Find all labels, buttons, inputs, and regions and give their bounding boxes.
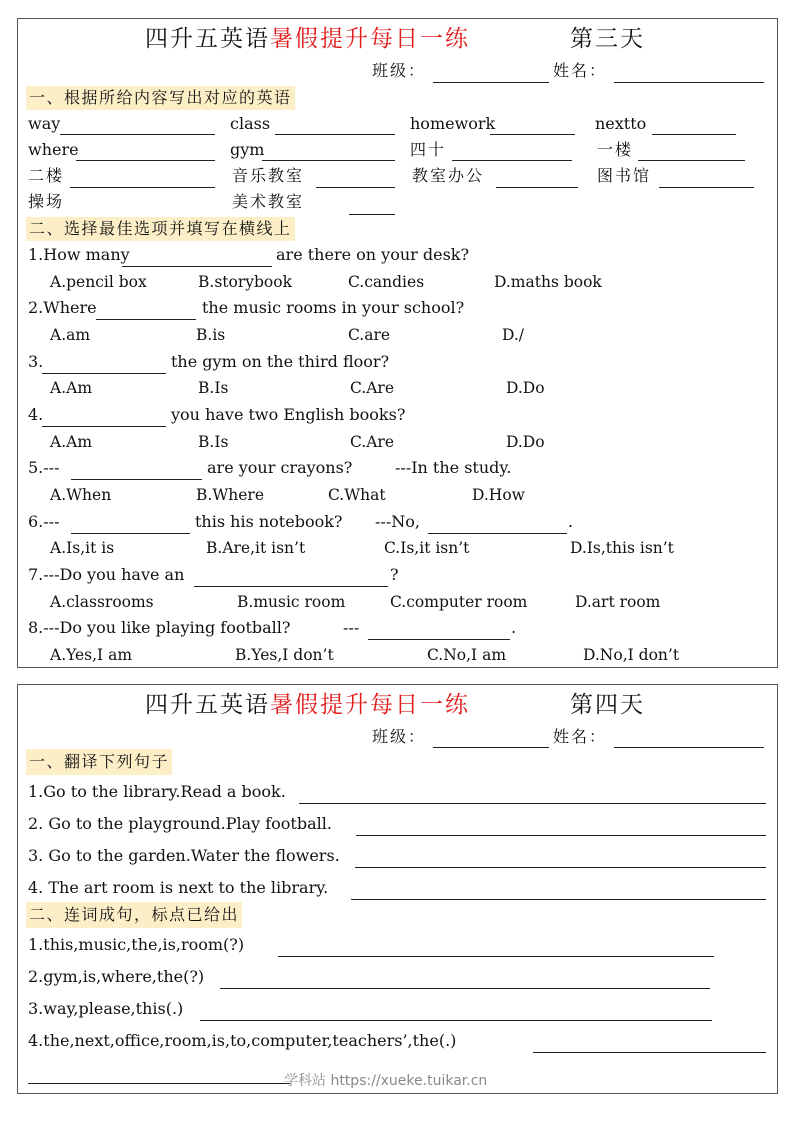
answer-text: ---In the study. xyxy=(395,458,512,477)
class-field[interactable] xyxy=(433,747,549,748)
name-field[interactable] xyxy=(614,747,764,748)
name-field[interactable] xyxy=(614,82,764,83)
option[interactable]: B.Is xyxy=(198,433,229,451)
translation-sentence: 2. Go to the playground.Play football. xyxy=(28,814,332,833)
word-item: 四十 xyxy=(410,140,447,159)
question-text: 7.---Do you have an xyxy=(28,565,185,584)
answer-line[interactable] xyxy=(299,803,766,804)
option[interactable]: C.computer room xyxy=(390,593,528,611)
answer-blank[interactable] xyxy=(71,479,202,480)
option[interactable]: B.is xyxy=(196,326,226,344)
translation-sentence: 3. Go to the garden.Water the flowers. xyxy=(28,846,340,865)
section-heading: 一、根据所给内容写出对应的英语 xyxy=(26,86,295,110)
question-text: 4. xyxy=(28,405,44,424)
option[interactable]: D.No,I don’t xyxy=(583,646,680,664)
option[interactable]: A.classrooms xyxy=(50,593,154,611)
name-label: 姓名： xyxy=(553,727,608,746)
answer-line[interactable] xyxy=(28,1083,290,1084)
word-item: nextto xyxy=(595,114,647,133)
answer-blank[interactable] xyxy=(316,187,395,188)
question-text: 2.Where xyxy=(28,298,97,317)
option[interactable]: B.Is xyxy=(198,379,229,397)
question-text: this his notebook? xyxy=(195,512,343,531)
option[interactable]: B.Are,it isn’t xyxy=(206,539,306,557)
answer-blank[interactable] xyxy=(122,266,272,267)
option[interactable]: A.pencil box xyxy=(50,273,147,291)
option[interactable]: B.music room xyxy=(237,593,346,611)
option[interactable]: D.maths book xyxy=(494,273,602,291)
word-item: 一楼 xyxy=(597,140,634,159)
question-text: the gym on the third floor? xyxy=(171,352,390,371)
option[interactable]: D.How xyxy=(472,486,525,504)
answer-line[interactable] xyxy=(355,867,766,868)
answer-line[interactable] xyxy=(533,1052,766,1053)
option[interactable]: C.Are xyxy=(350,379,395,397)
title-black-text: 四升五英语 xyxy=(145,26,270,52)
answer-line[interactable] xyxy=(278,956,714,957)
answer-text: --- xyxy=(343,618,360,637)
answer-blank[interactable] xyxy=(76,160,215,161)
word-item: 操场 xyxy=(28,192,65,211)
option[interactable]: B.Where xyxy=(196,486,264,504)
punctuation: . xyxy=(511,618,517,637)
option[interactable]: B.storybook xyxy=(198,273,292,291)
question-text: you have two English books? xyxy=(171,405,406,424)
option[interactable]: A.Am xyxy=(50,379,93,397)
answer-blank[interactable] xyxy=(71,533,190,534)
answer-blank[interactable] xyxy=(349,214,395,215)
answer-line[interactable] xyxy=(220,988,710,989)
option[interactable]: D./ xyxy=(502,326,525,344)
punctuation: . xyxy=(568,512,574,531)
word-item: 美术教室 xyxy=(232,192,305,211)
word-item: 图书馆 xyxy=(597,166,652,185)
answer-text: ---No, xyxy=(375,512,420,531)
option[interactable]: D.art room xyxy=(575,593,661,611)
question-text: 8.---Do you like playing football? xyxy=(28,618,291,637)
title-red-text: 暑假提升每日一练 xyxy=(270,692,470,718)
word-item: homework xyxy=(410,114,496,133)
question-text: 1.How many xyxy=(28,245,130,264)
word-item: gym xyxy=(230,140,265,159)
answer-blank[interactable] xyxy=(96,319,196,320)
question-text: 6.--- xyxy=(28,512,60,531)
option[interactable]: A.am xyxy=(50,326,91,344)
question-text: the music rooms in your school? xyxy=(202,298,465,317)
word-item: where xyxy=(28,140,79,159)
answer-blank[interactable] xyxy=(490,134,575,135)
answer-blank[interactable] xyxy=(428,533,567,534)
day3-day-label: 第三天 xyxy=(570,26,645,52)
day4-day-label: 第四天 xyxy=(570,692,645,718)
answer-blank[interactable] xyxy=(42,426,166,427)
option[interactable]: D.Do xyxy=(506,433,545,451)
answer-blank[interactable] xyxy=(652,134,736,135)
option[interactable]: A.Am xyxy=(50,433,93,451)
option[interactable]: C.Are xyxy=(350,433,395,451)
option[interactable]: C.candies xyxy=(348,273,425,291)
option[interactable]: A.Yes,I am xyxy=(50,646,133,664)
answer-blank[interactable] xyxy=(275,134,395,135)
question-text: ? xyxy=(390,565,399,584)
day3-title xyxy=(145,24,470,54)
class-label: 班级： xyxy=(372,727,427,746)
translation-sentence: 4. The art room is next to the library. xyxy=(28,878,329,897)
answer-blank[interactable] xyxy=(659,187,754,188)
scrambled-sentence: 1.this,music,the,is,room(?) xyxy=(28,935,245,954)
option[interactable]: A.Is,it is xyxy=(50,539,115,557)
class-label: 班级： xyxy=(372,61,427,80)
name-label: 姓名： xyxy=(553,61,608,80)
question-text: are your crayons? xyxy=(207,458,353,477)
answer-blank[interactable] xyxy=(262,160,395,161)
answer-blank[interactable] xyxy=(194,586,388,587)
day4-title xyxy=(145,690,470,720)
answer-blank[interactable] xyxy=(452,160,572,161)
option[interactable]: C.are xyxy=(348,326,391,344)
option[interactable]: C.No,I am xyxy=(427,646,507,664)
option[interactable]: C.What xyxy=(328,486,386,504)
question-text: 3. xyxy=(28,352,44,371)
section-heading: 二、选择最佳选项并填写在横线上 xyxy=(26,217,295,241)
answer-blank[interactable] xyxy=(42,373,166,374)
word-item: 教室办公 xyxy=(412,166,485,185)
answer-line[interactable] xyxy=(351,899,766,900)
scrambled-sentence: 2.gym,is,where,the(?) xyxy=(28,967,205,986)
option[interactable]: D.Do xyxy=(506,379,545,397)
scrambled-sentence: 3.way,please,this(.) xyxy=(28,999,184,1018)
option[interactable]: C.Is,it isn’t xyxy=(384,539,470,557)
title-red-text: 暑假提升每日一练 xyxy=(270,26,470,52)
option[interactable]: B.Yes,I don’t xyxy=(235,646,334,664)
option[interactable]: D.Is,this isn’t xyxy=(570,539,674,557)
question-text: 5.--- xyxy=(28,458,60,477)
answer-blank[interactable] xyxy=(638,160,745,161)
question-text: are there on your desk? xyxy=(276,245,470,264)
scrambled-sentence: 4.the,next,office,room,is,to,computer,teachers’,the(.) xyxy=(28,1031,457,1050)
word-item: 二楼 xyxy=(28,166,65,185)
answer-line[interactable] xyxy=(200,1020,712,1021)
watermark-footer: 学科站 https://xueke.tuikar.cn xyxy=(284,1073,488,1089)
class-field[interactable] xyxy=(433,82,549,83)
answer-blank[interactable] xyxy=(496,187,578,188)
answer-blank[interactable] xyxy=(70,187,215,188)
title-black-text: 四升五英语 xyxy=(145,692,270,718)
section-heading: 一、翻译下列句子 xyxy=(26,749,172,775)
translation-sentence: 1.Go to the library.Read a book. xyxy=(28,782,286,801)
section-heading: 二、连词成句，标点已给出 xyxy=(26,902,242,928)
word-item: way xyxy=(28,114,61,133)
word-item: class xyxy=(230,114,271,133)
answer-blank[interactable] xyxy=(60,134,215,135)
answer-line[interactable] xyxy=(356,835,766,836)
option[interactable]: A.When xyxy=(50,486,112,504)
word-item: 音乐教室 xyxy=(232,166,305,185)
answer-blank[interactable] xyxy=(368,639,510,640)
